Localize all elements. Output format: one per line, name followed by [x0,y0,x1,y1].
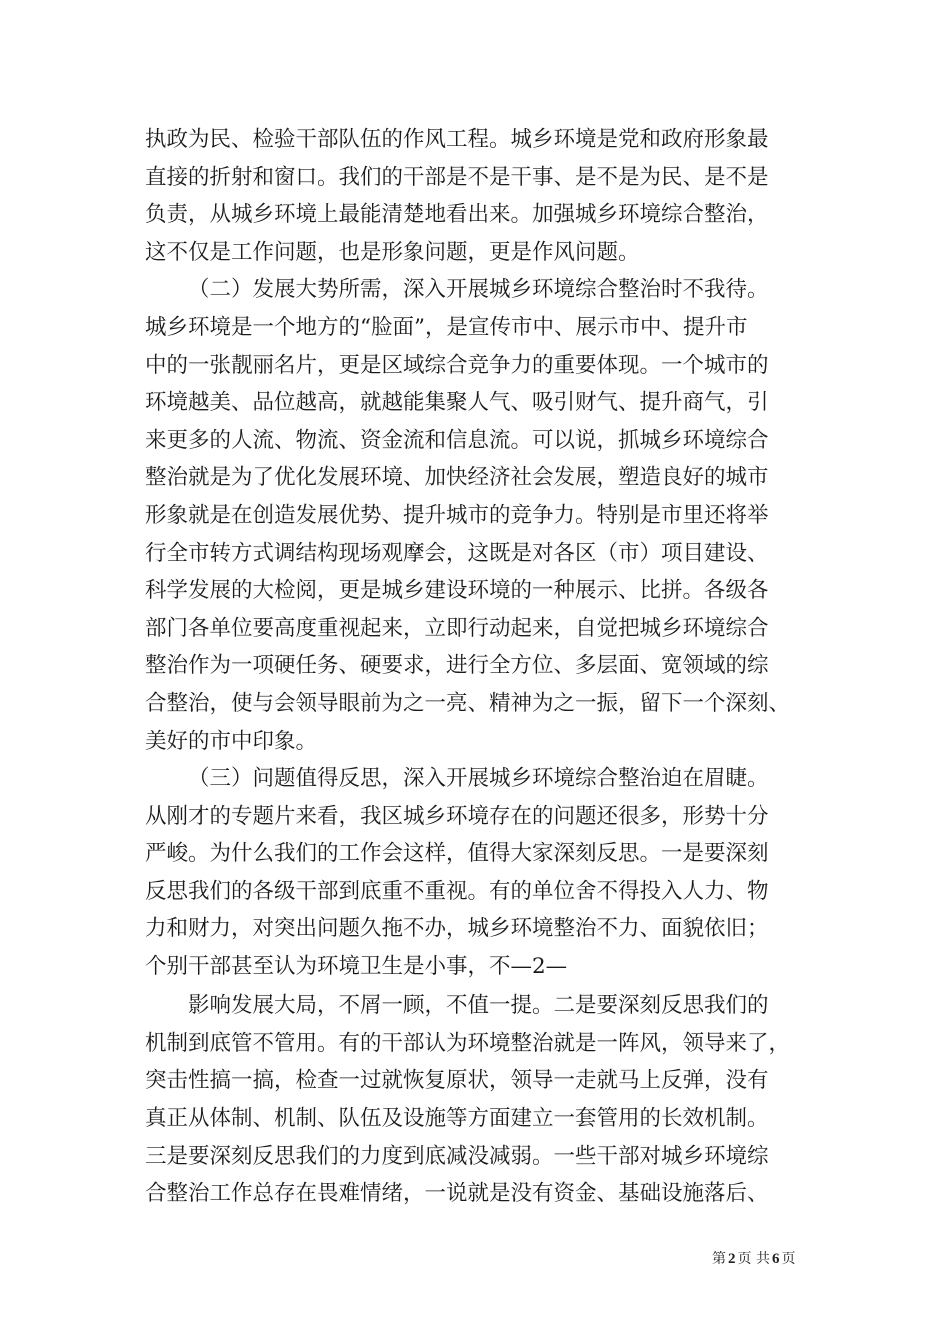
text-line: 个别干部甚至认为环境卫生是小事，不—2— [145,954,568,980]
text-line: 整治就是为了优化发展环境、加快经济社会发展，塑造良好的城市 [145,465,769,491]
text-line: 行全市转方式调结构现场观摩会，这既是对各区（市）项目建设、 [145,540,769,566]
text-line: 科学发展的大检阅，更是城乡建设环境的一种展示、比拼。各级各 [145,578,769,604]
text-line: 这不仅是工作问题，也是形象问题，更是作风问题。 [145,239,640,265]
text-line: 部门各单位要高度重视起来，立即行动起来，自觉把城乡环境综合 [145,615,769,641]
text-line: 三是要深刻反思我们的力度到底减没减弱。一些干部对城乡环境综 [145,1143,769,1169]
text-line: 负责，从城乡环境上最能清楚地看出来。加强城乡环境综合整治， [145,202,769,228]
footer-prefix: 第 [712,1251,726,1267]
text-line: 来更多的人流、物流、资金流和信息流。可以说，抓城乡环境综合 [145,427,769,453]
document-body [145,121,845,1213]
text-line: 真正从体制、机制、队伍及设施等方面建立一套管用的长效机制。 [145,1105,769,1131]
text-line: 严峻。为什么我们的工作会这样，值得大家深刻反思。一是要深刻 [145,841,769,867]
footer-middle: 页 共 [737,1251,770,1267]
current-page-number: 2 [728,1251,736,1267]
text-line: 突击性搞一搞，检查一过就恢复原状，领导一走就马上反弹，没有 [145,1068,769,1094]
text-line: （三）问题值得反思，深入开展城乡环境综合整治迫在眉睫。 [188,766,769,792]
text-line: 整治作为一项硬任务、硬要求，进行全方位、多层面、宽领域的综 [145,653,769,679]
text-line: 中的一张靓丽名片，更是区域综合竞争力的重要体现。一个城市的 [145,352,769,378]
footer-suffix: 页 [781,1251,796,1267]
text-line: 力和财力，对突出问题久拖不办，城乡环境整治不力、面貌依旧； [145,916,769,942]
text-line: 执政为民、检验干部队伍的作风工程。城乡环境是党和政府形象最 [145,127,769,152]
text-line: 合整治工作总存在畏难情绪，一说就是没有资金、基础设施落后、 [145,1181,769,1207]
text-line: 美好的市中印象。 [145,728,318,754]
text-line: 环境越美、品位越高，就越能集聚人气、吸引财气、提升商气，引 [145,390,769,416]
text-line: 影响发展大局，不屑一顾，不值一提。二是要深刻反思我们的 [188,993,769,1019]
text-line: 形象就是在创造发展优势、提升城市的竞争力。特别是市里还将举 [145,502,769,528]
page-footer [712,1248,795,1268]
total-pages-number: 6 [771,1251,780,1267]
text-line: 从刚才的专题片来看，我区城乡环境存在的问题还很多，形势十分 [145,803,769,829]
text-line: 直接的折射和窗口。我们的干部是不是干事、是不是为民、是不是 [145,164,769,190]
text-line: 机制到底管不管用。有的干部认为环境整治就是一阵风，领导来了， [145,1030,791,1056]
text-line: 合整治，使与会领导眼前为之一亮、精神为之一振，留下一个深刻、 [145,690,791,716]
text-line: 城乡环境是一个地方的“脸面”，是宣传市中、展示市中、提升市 [145,314,748,340]
text-line: （二）发展大势所需，深入开展城乡环境综合整治时不我待。 [188,277,769,303]
text-line: 反思我们的各级干部到底重不重视。有的单位舍不得投入人力、物 [145,878,769,904]
